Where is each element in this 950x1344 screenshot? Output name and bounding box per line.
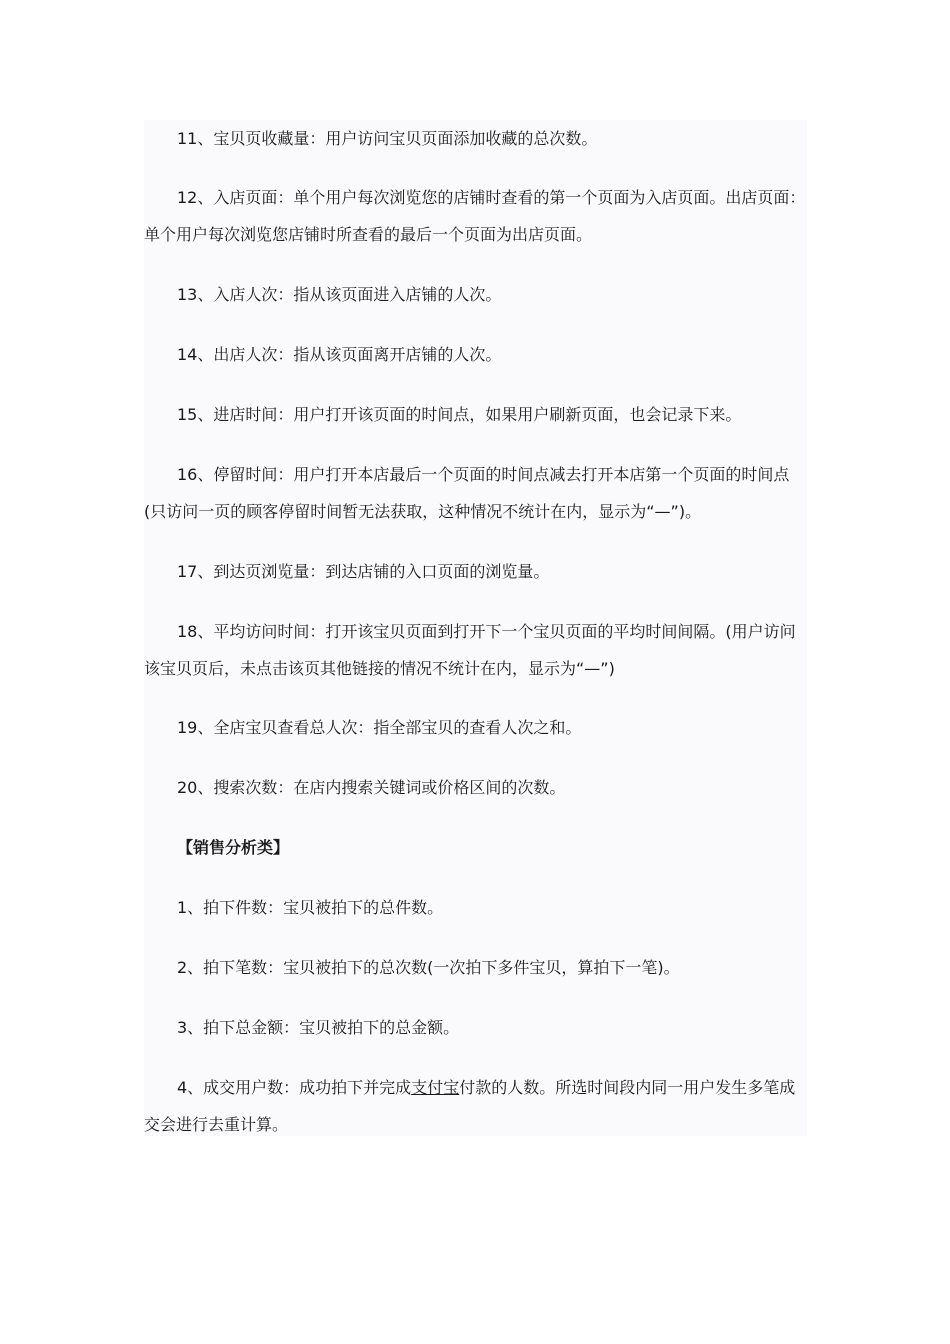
paragraph-line: 3、拍下总金额：宝贝被拍下的总金额。 (177, 1018, 460, 1037)
paragraph-line: 13、入店人次：指从该页面进入店铺的人次。 (177, 285, 502, 304)
alipay-link[interactable]: 支付宝 (411, 1078, 460, 1097)
paragraph-item-12 (144, 179, 807, 253)
paragraph-item-11 (144, 120, 807, 157)
paragraph-item-17 (144, 553, 807, 590)
paragraph-line: 18、平均访问时间：打开该宝贝页面到打开下一个宝贝页面的平均时间间隔。(用户访问 (177, 622, 796, 641)
section-heading-text: 【销售分析类】 (177, 838, 290, 857)
sales-item-3 (144, 1009, 807, 1046)
paragraph-line: 交会进行去重计算。 (144, 1115, 289, 1134)
document-body (144, 120, 807, 1136)
section-heading (144, 829, 807, 866)
paragraph-line: 15、进店时间：用户打开该页面的时间点，如果用户刷新页面，也会记录下来。 (177, 405, 742, 424)
paragraph-item-16 (144, 456, 807, 530)
paragraph-line: 16、停留时间：用户打开本店最后一个页面的时间点减去打开本店第一个页面的时间点 (177, 465, 790, 484)
sales-item-1 (144, 889, 807, 926)
paragraph-line: 1、拍下件数：宝贝被拍下的总件数。 (177, 898, 444, 917)
paragraph-line: 该宝贝页后，未点击该页其他链接的情况不统计在内，显示为“—”) (144, 659, 615, 678)
paragraph-line: (只访问一页的顾客停留时间暂无法获取，这种情况不统计在内，显示为“—”)。 (144, 502, 702, 521)
paragraph-item-20 (144, 769, 807, 806)
paragraph-line: 单个用户每次浏览您店铺时所查看的最后一个页面为出店页面。 (144, 225, 593, 244)
paragraph-line: 2、拍下笔数：宝贝被拍下的总次数(一次拍下多件宝贝，算拍下一笔)。 (177, 958, 680, 977)
paragraph-line: 19、全店宝贝查看总人次：指全部宝贝的查看人次之和。 (177, 718, 582, 737)
paragraph-item-15 (144, 396, 807, 433)
text-segment: 付款的人数。所选时间段内同一用户发生多笔成 (459, 1078, 796, 1097)
paragraph-item-19 (144, 709, 807, 746)
paragraph-line: 17、到达页浏览量：到达店铺的入口页面的浏览量。 (177, 562, 550, 581)
paragraph-item-13 (144, 276, 807, 313)
paragraph-line: 14、出店人次：指从该页面离开店铺的人次。 (177, 345, 502, 364)
paragraph-line (144, 1069, 807, 1106)
paragraph-item-18 (144, 613, 807, 687)
paragraph-line: 12、入店页面：单个用户每次浏览您的店铺时查看的第一个页面为入店页面。出店页面： (177, 188, 806, 207)
text-segment: 4、成交用户数：成功拍下并完成 (177, 1078, 412, 1097)
paragraph-item-14 (144, 336, 807, 373)
sales-item-4 (144, 1069, 807, 1143)
paragraph-line: 20、搜索次数：在店内搜索关键词或价格区间的次数。 (177, 778, 566, 797)
paragraph-line: 11、宝贝页收藏量：用户访问宝贝页面添加收藏的总次数。 (177, 129, 598, 148)
sales-item-2 (144, 949, 807, 986)
